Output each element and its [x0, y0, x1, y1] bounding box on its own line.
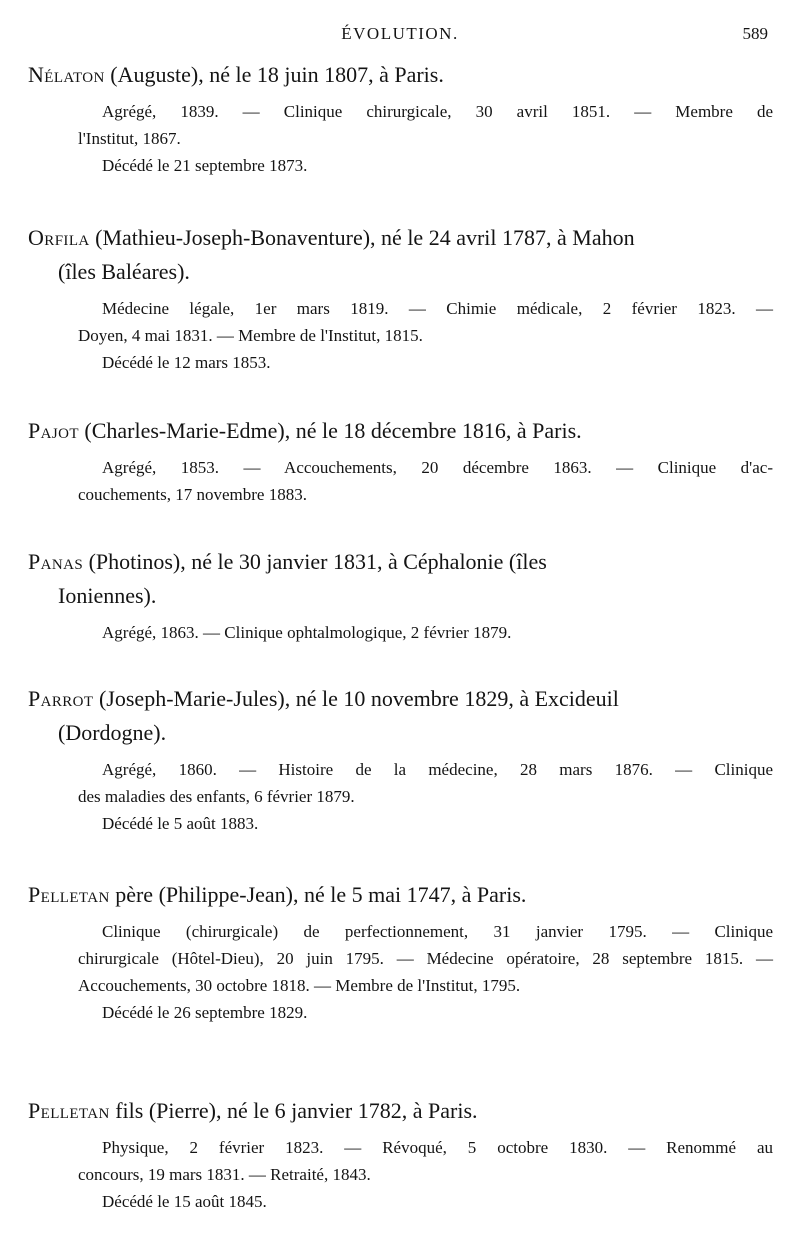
entry-heading-text: (Auguste), né le 18 juin 1807, à Paris. [104, 62, 444, 87]
entry-heading-text: (Joseph-Marie-Jules), né le 10 novembre 1829, à Excideuil [93, 686, 619, 711]
entry-name: Parrot [28, 686, 94, 711]
entry-heading-text: (Mathieu-Joseph-Bonaventure), né le 24 avril 1787, à Mahon [89, 225, 635, 250]
entry-details-line: Clinique (chirurgicale) de perfectionnement, 31 janvier 1795. — Clinique [102, 922, 773, 941]
entry-heading-continuation: (îles Baléares). [58, 259, 190, 284]
entry-orfila [0, 221, 800, 376]
entry-name: Pelletan [28, 882, 110, 907]
entry-details [78, 1134, 773, 1188]
entry-death: Décédé le 12 mars 1853. [102, 353, 271, 372]
entry-name: Pajot [28, 418, 79, 443]
entry-heading [28, 682, 773, 750]
running-head [0, 22, 800, 48]
entry-heading-continuation: (Dordogne). [58, 720, 167, 745]
entry-death: Décédé le 26 septembre 1829. [102, 1003, 308, 1022]
entry-details [78, 756, 773, 810]
entry-details-line: Agrégé, 1860. — Histoire de la médecine, 28 mars 1876. — Clinique [102, 760, 773, 779]
entry-death: Décédé le 15 août 1845. [102, 1192, 267, 1211]
running-title: ÉVOLUTION. [341, 24, 459, 43]
entry-details-line: Agrégé, 1853. — Accouchements, 20 décembre 1863. — Clinique d'ac- [102, 458, 773, 477]
entry-details-line: Agrégé, 1839. — Clinique chirurgicale, 30 avril 1851. — Membre de [102, 102, 773, 121]
entry-name: Pelletan [28, 1098, 110, 1123]
entry-heading-text: fils (Pierre), né le 6 janvier 1782, à Paris. [109, 1098, 478, 1123]
entry-details-continuation: concours, 19 mars 1831. — Retraité, 1843. [78, 1165, 371, 1184]
entry-heading-text: (Photinos), né le 30 janvier 1831, à Céphalonie (îles [83, 549, 547, 574]
entry-parrot [0, 682, 800, 837]
entry-details [78, 454, 773, 508]
entry-heading [28, 221, 773, 289]
entry-details [78, 98, 773, 152]
entry-heading-continuation: Ioniennes). [58, 583, 157, 608]
entry-pelletan-fils [0, 1094, 800, 1215]
entry-details-continuation: chirurgicale (Hôtel-Dieu), 20 juin 1795. — Médecine opératoire, 28 septembre 1815. — Accouchements, 30 octobre 1818. — Membre de l'Institut, 1795. [78, 949, 773, 995]
entry-name: Panas [28, 549, 84, 574]
entry-details [78, 918, 773, 999]
entry-details-continuation: l'Institut, 1867. [78, 129, 181, 148]
entry-heading [28, 58, 773, 92]
entry-name: Orfila [28, 225, 90, 250]
entry-name: Nélaton [28, 62, 105, 87]
entry-heading [28, 545, 773, 613]
entry-heading-text: (Charles-Marie-Edme), né le 18 décembre 1816, à Paris. [78, 418, 582, 443]
entry-pelletan-pere [0, 878, 800, 1026]
entry-details-line: Médecine légale, 1er mars 1819. — Chimie médicale, 2 février 1823. — [102, 299, 773, 318]
entry-heading [28, 878, 773, 912]
entry-heading-text: père (Philippe-Jean), né le 5 mai 1747, à Paris. [109, 882, 527, 907]
entry-pajot [0, 414, 800, 508]
entry-details-line: Physique, 2 février 1823. — Révoqué, 5 octobre 1830. — Renommé au [102, 1138, 773, 1157]
entry-details [78, 295, 773, 349]
entry-death: Décédé le 21 septembre 1873. [102, 156, 308, 175]
entry-details-continuation: couchements, 17 novembre 1883. [78, 485, 307, 504]
entry-details-continuation: des maladies des enfants, 6 février 1879. [78, 787, 355, 806]
page-number: 589 [742, 24, 768, 43]
entry-panas [0, 545, 800, 646]
entry-death: Décédé le 5 août 1883. [102, 814, 259, 833]
entry-details-line: Agrégé, 1863. — Clinique ophtalmologique, 2 février 1879. [102, 623, 512, 642]
entry-heading [28, 1094, 773, 1128]
entry-nelaton [0, 58, 800, 179]
entry-details [78, 619, 773, 646]
entry-heading [28, 414, 773, 448]
entry-details-continuation: Doyen, 4 mai 1831. — Membre de l'Institut, 1815. [78, 326, 423, 345]
